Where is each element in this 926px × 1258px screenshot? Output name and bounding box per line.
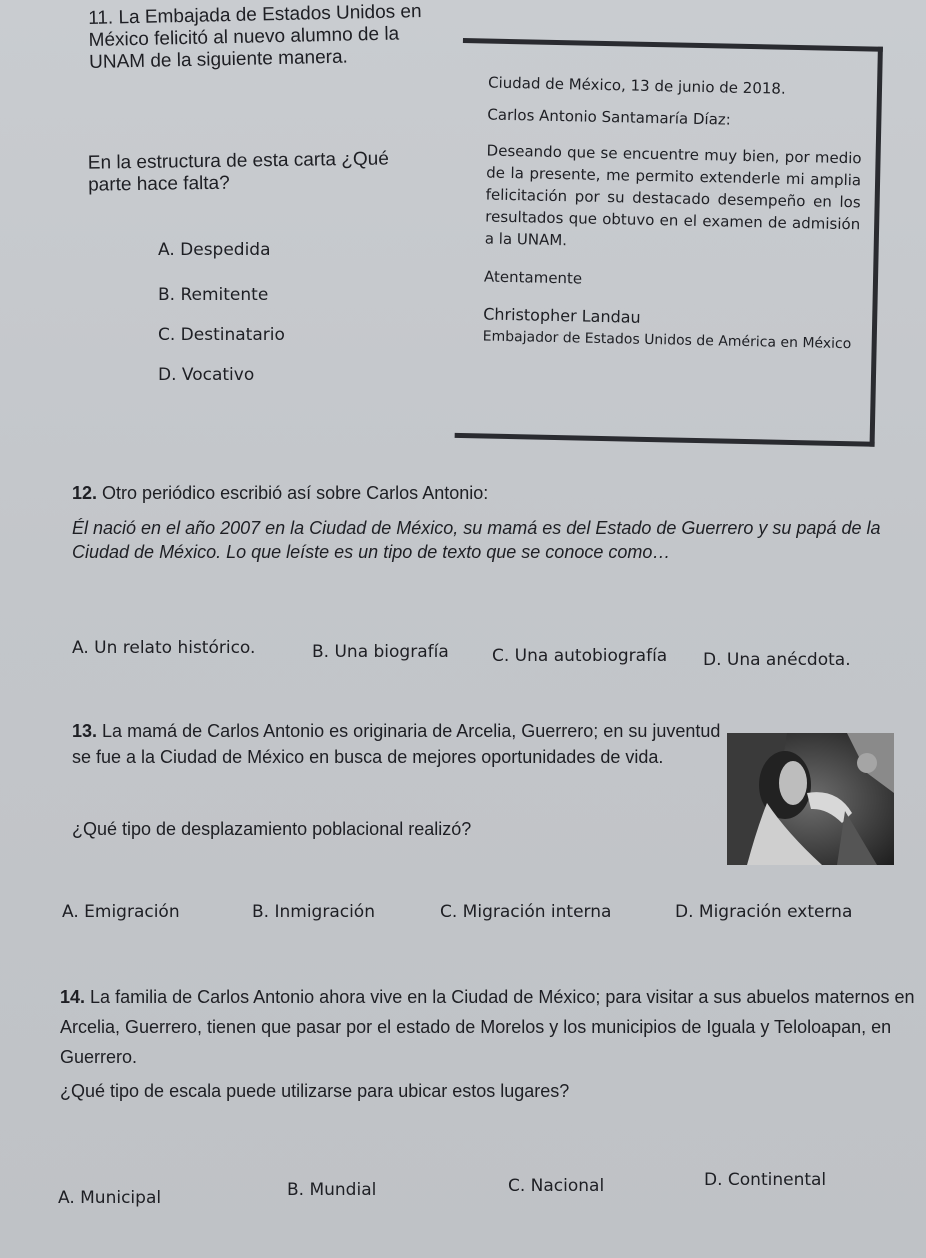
q14-option-c[interactable]: C. Nacional xyxy=(508,1176,605,1196)
letter-box xyxy=(455,38,883,447)
q13-number: 13. xyxy=(72,721,98,741)
q11-intro-line: 11. La Embajada de Estados Unidos en xyxy=(88,1,422,29)
q11-option-d[interactable]: D. Vocativo xyxy=(158,365,255,385)
q13-option-c[interactable]: C. Migración interna xyxy=(440,902,612,922)
letter-greeting: Carlos Antonio Santamaría Díaz: xyxy=(487,105,731,129)
q12-option-b[interactable]: B. Una biografía xyxy=(312,642,449,662)
q14-option-a[interactable]: A. Municipal xyxy=(58,1188,162,1208)
q11-question-line: En la estructura de esta carta ¿Qué xyxy=(87,148,389,174)
letter-signer-title: Embajador de Estados Unidos de América en México xyxy=(482,328,852,353)
q14-text: La familia de Carlos Antonio ahora vive en la Ciudad de México; para visitar a sus abuelos maternos en Arcelia, Guerrero, tienen que pasar por el estado de Morelos y los municipios de Iguala y Teloloapan, en Guerrero. xyxy=(60,987,915,1067)
q13-option-b[interactable]: B. Inmigración xyxy=(252,902,375,922)
q11-question xyxy=(88,147,469,196)
q11-intro-line: UNAM de la siguiente manera. xyxy=(88,46,349,73)
q14-option-b[interactable]: B. Mundial xyxy=(287,1180,377,1200)
letter-closing: Atentamente xyxy=(483,267,583,288)
q13-option-d[interactable]: D. Migración externa xyxy=(675,902,853,922)
q12-number: 12. xyxy=(72,483,98,503)
q11-question-line: parte hace falta? xyxy=(88,172,230,196)
q14-block xyxy=(60,982,926,1072)
q11-option-c[interactable]: C. Destinatario xyxy=(158,325,285,345)
q14-option-d[interactable]: D. Continental xyxy=(704,1170,827,1190)
letter-date: Ciudad de México, 13 de junio de 2018. xyxy=(487,73,786,98)
migrant-photo xyxy=(727,733,894,865)
q12-block xyxy=(72,482,912,564)
q11-option-a[interactable]: A. Despedida xyxy=(158,240,271,260)
q14-number: 14. xyxy=(60,987,86,1007)
q13-question: ¿Qué tipo de desplazamiento poblacional realizó? xyxy=(72,819,472,839)
q12-text: Él nació en el año 2007 en la Ciudad de México, su mamá es del Estado de Guerrero y su papá de la Ciudad de México. Lo que leíste es un tipo de texto que se conoce como… xyxy=(72,518,881,562)
q13-text: La mamá de Carlos Antonio es originaria de Arcelia, Guerrero; en su juventud se fue a la Ciudad de México en busca de mejores oportunidades de vida. xyxy=(72,721,721,767)
q14-question: ¿Qué tipo de escala puede utilizarse para ubicar estos lugares? xyxy=(60,1081,570,1101)
q12-title: Otro periódico escribió así sobre Carlos Antonio: xyxy=(102,483,489,503)
q12-option-d[interactable]: D. Una anécdota. xyxy=(703,650,851,670)
q12-title-line xyxy=(72,482,912,504)
q11-intro xyxy=(88,0,459,74)
letter-signature: Christopher Landau xyxy=(483,304,641,327)
q11-option-b[interactable]: B. Remitente xyxy=(158,285,269,305)
q12-option-c[interactable]: C. Una autobiografía xyxy=(492,646,668,666)
q13-block xyxy=(72,718,722,770)
q12-option-a[interactable]: A. Un relato histórico. xyxy=(72,638,256,658)
letter-body: Deseando que se encuentre muy bien, por medio de la presente, me permito extenderle mi amplia felicitación por su destacado desempeño en los resultados que obtuvo en el examen de admisión a la UNAM. xyxy=(484,141,862,250)
q11-intro-line: México felicitó al nuevo alumno de la xyxy=(88,23,400,51)
q13-option-a[interactable]: A. Emigración xyxy=(62,902,180,922)
